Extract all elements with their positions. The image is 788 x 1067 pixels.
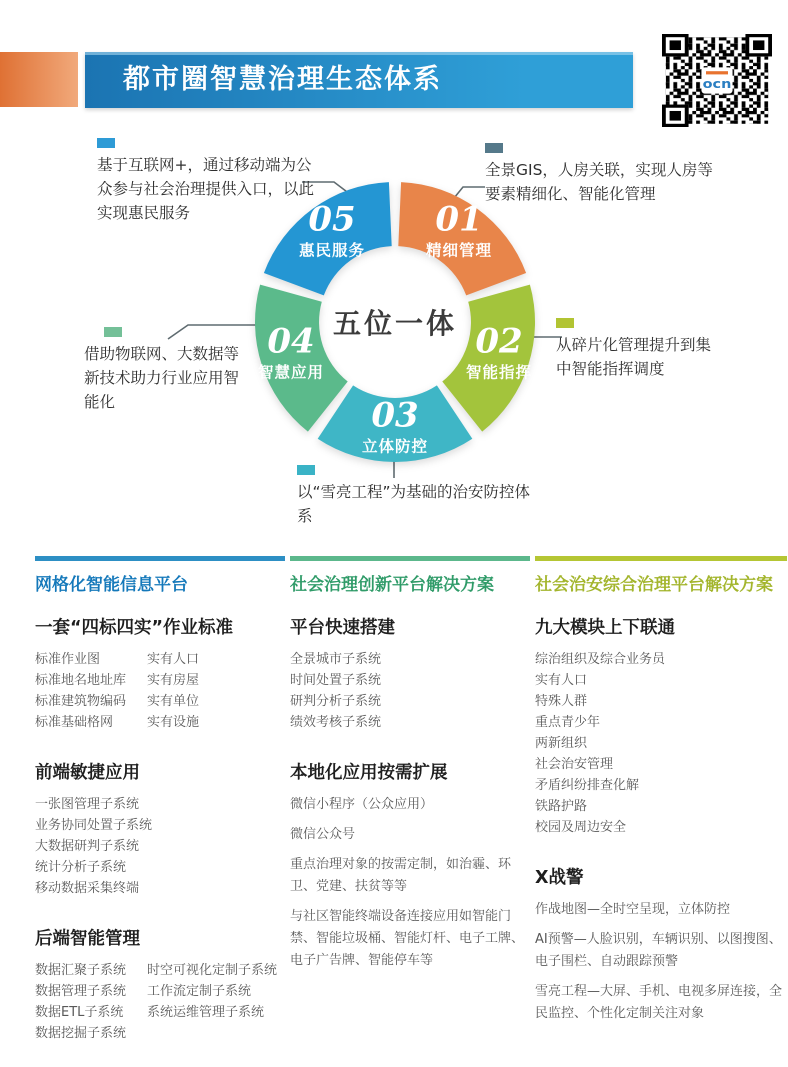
callout-bullet-icon: [104, 327, 122, 337]
list-item: 实有设施: [147, 715, 200, 730]
section-title: 本地化应用按需扩展: [290, 763, 448, 783]
list-item: 矛盾纠纷排查化解: [535, 778, 640, 793]
list-item: 工作流定制子系统: [147, 984, 252, 999]
bullet-rect: [104, 327, 122, 337]
list-item: 作战地图—全时空呈现，立体防控: [535, 902, 731, 917]
qr-finder-topright: [745, 34, 772, 56]
callout-bullet-icon: [556, 318, 574, 328]
list-item: 移动数据采集终端: [35, 881, 140, 896]
qr-code: [662, 34, 772, 127]
list-item: 实有人口: [535, 673, 588, 688]
list-item: 数据管理子系统: [35, 984, 127, 999]
list-item: 标准基础格网: [35, 715, 114, 730]
callout-text: 基于互联网+，通过移动端为公众参与社会治理提供入口，以此实现惠民服务: [97, 156, 315, 222]
segment-05-number: 05: [308, 199, 356, 240]
bullet-rect: [485, 143, 503, 153]
segment-03-label: [361, 395, 429, 457]
column-2-header: 社会治理创新平台解决方案: [290, 575, 494, 595]
list-item: 微信公众号: [290, 827, 356, 842]
callout-liti-fangkong: [297, 465, 535, 528]
nine-modules-list: [535, 649, 787, 838]
list-item: 雪亮工程—大屏、手机、电视多屏连接，全民监控、个性化定制关注对象: [535, 984, 783, 1021]
callout-bullet-icon: [97, 138, 115, 148]
section-title: 平台快速搭建: [290, 618, 395, 638]
list-item: 实有房屋: [147, 673, 200, 688]
list-item: 铁路护路: [535, 799, 588, 814]
section-title: X战警: [535, 868, 584, 888]
bullet-rect: [556, 318, 574, 328]
svg-text:ocn: ocn: [702, 78, 732, 92]
segment-02-number: 02: [475, 321, 523, 362]
platform-build-list: [290, 649, 530, 733]
segment-01-number: 01: [435, 199, 483, 240]
backend-list: [35, 960, 285, 1044]
list-item: 标准地名地址库: [35, 673, 127, 688]
list-item: 系统运维管理子系统: [147, 1005, 265, 1020]
callout-huimin-fuwu: [97, 138, 319, 225]
column-2-accent-bar: [290, 556, 530, 561]
list-item: 特殊人群: [535, 694, 588, 709]
list-item: 重点青少年: [535, 715, 601, 730]
column-3-accent-bar: [535, 556, 787, 561]
callout-bullet-icon: [297, 465, 315, 475]
section-title: 后端智能管理: [35, 929, 140, 949]
callout-text: 从碎片化管理提升到集中智能指挥调度: [556, 336, 712, 378]
segment-05-name: 惠民服务: [298, 241, 366, 260]
segment-01-name: 精细管理: [425, 241, 493, 260]
list-item: 社会治安管理: [535, 757, 614, 772]
column-1-header: 网格化智能信息平台: [35, 575, 188, 595]
qr-logo: [701, 67, 732, 93]
callout-text: 借助物联网、大数据等新技术助力行业应用智能化: [84, 345, 240, 411]
callout-zhineng-zhihui: [556, 318, 718, 381]
list-item: 研判分析子系统: [290, 694, 382, 709]
list-item: 实有单位: [147, 694, 200, 709]
page-title: 都市圈智慧治理生态体系: [123, 64, 442, 95]
header-accent-block: [0, 52, 78, 107]
list-item: AI预警—人脸识别，车辆识别、以图搜图、电子围栏、自动跟踪预警: [535, 932, 782, 969]
callout-jingxi-guanli: [485, 143, 713, 206]
list-item: 时间处置子系统: [290, 673, 382, 688]
callout-bullet-icon: [485, 143, 503, 153]
column-public-security-platform: [535, 556, 787, 1033]
list-item: 重点治理对象的按需定制，如治霾、环卫、党建、扶贫等等: [290, 857, 512, 894]
segment-02-label: [465, 321, 533, 383]
section-title: 一套“四标四实”作业标准: [35, 618, 234, 638]
callout-text: 全景GIS，人房关联，实现人房等要素精细化、智能化管理: [485, 161, 713, 203]
list-item: 统计分析子系统: [35, 860, 127, 875]
list-item: 实有人口: [147, 652, 200, 667]
segment-03-number: 03: [371, 395, 419, 436]
list-item: 一张图管理子系统: [35, 797, 140, 812]
column-3-header: 社会治安综合治理平台解决方案: [535, 575, 773, 595]
segment-01-label: [425, 199, 493, 261]
list-item: 校园及周边安全: [535, 820, 627, 835]
qr-finder-topleft: [662, 34, 689, 56]
list-item: 大数据研判子系统: [35, 839, 140, 854]
diagram-center-label: 五位一体: [332, 307, 458, 340]
qr-finder-bottomleft: [662, 105, 689, 127]
frontend-apps-list: [35, 794, 285, 899]
segment-03-name: 立体防控: [361, 437, 429, 456]
section-title: 九大模块上下联通: [535, 618, 675, 638]
column-1-accent-bar: [35, 556, 285, 561]
column-grid-platform: [35, 556, 285, 1044]
callout-zhihui-yingyong: [84, 327, 242, 414]
segment-04-label: [257, 321, 325, 383]
list-item: 绩效考核子系统: [290, 715, 382, 730]
list-item: 时空可视化定制子系统: [147, 963, 278, 978]
list-item: 全景城市子系统: [290, 652, 382, 667]
bullet-rect: [297, 465, 315, 475]
standards-list: [35, 649, 285, 733]
list-item: 综治组织及综合业务员: [535, 652, 666, 667]
list-item: 两新组织: [535, 736, 588, 751]
segment-04-number: 04: [267, 321, 315, 362]
list-item: 数据挖掘子系统: [35, 1026, 127, 1041]
segment-02-name: 智能指挥: [465, 363, 533, 382]
list-item: 数据ETL子系统: [35, 1005, 124, 1020]
title-banner: [85, 52, 633, 108]
segment-04-name: 智慧应用: [257, 363, 325, 382]
list-item: 业务协同处置子系统: [35, 818, 153, 833]
list-item: 标准建筑物编码: [35, 694, 127, 709]
list-item: 与社区智能终端设备连接应用如智能门禁、智能垃圾桶、智能灯杆、电子工牌、电子广告牌、智能停车等: [290, 909, 525, 968]
callout-text: 以“雪亮工程”为基础的治安防控体系: [297, 483, 531, 525]
column-innovation-platform: [290, 556, 530, 980]
bullet-rect: [97, 138, 115, 148]
list-item: 标准作业图: [35, 652, 101, 667]
list-item: 数据汇聚子系统: [35, 963, 127, 978]
section-title: 前端敏捷应用: [35, 763, 140, 783]
list-item: 微信小程序（公众应用）: [290, 797, 434, 812]
